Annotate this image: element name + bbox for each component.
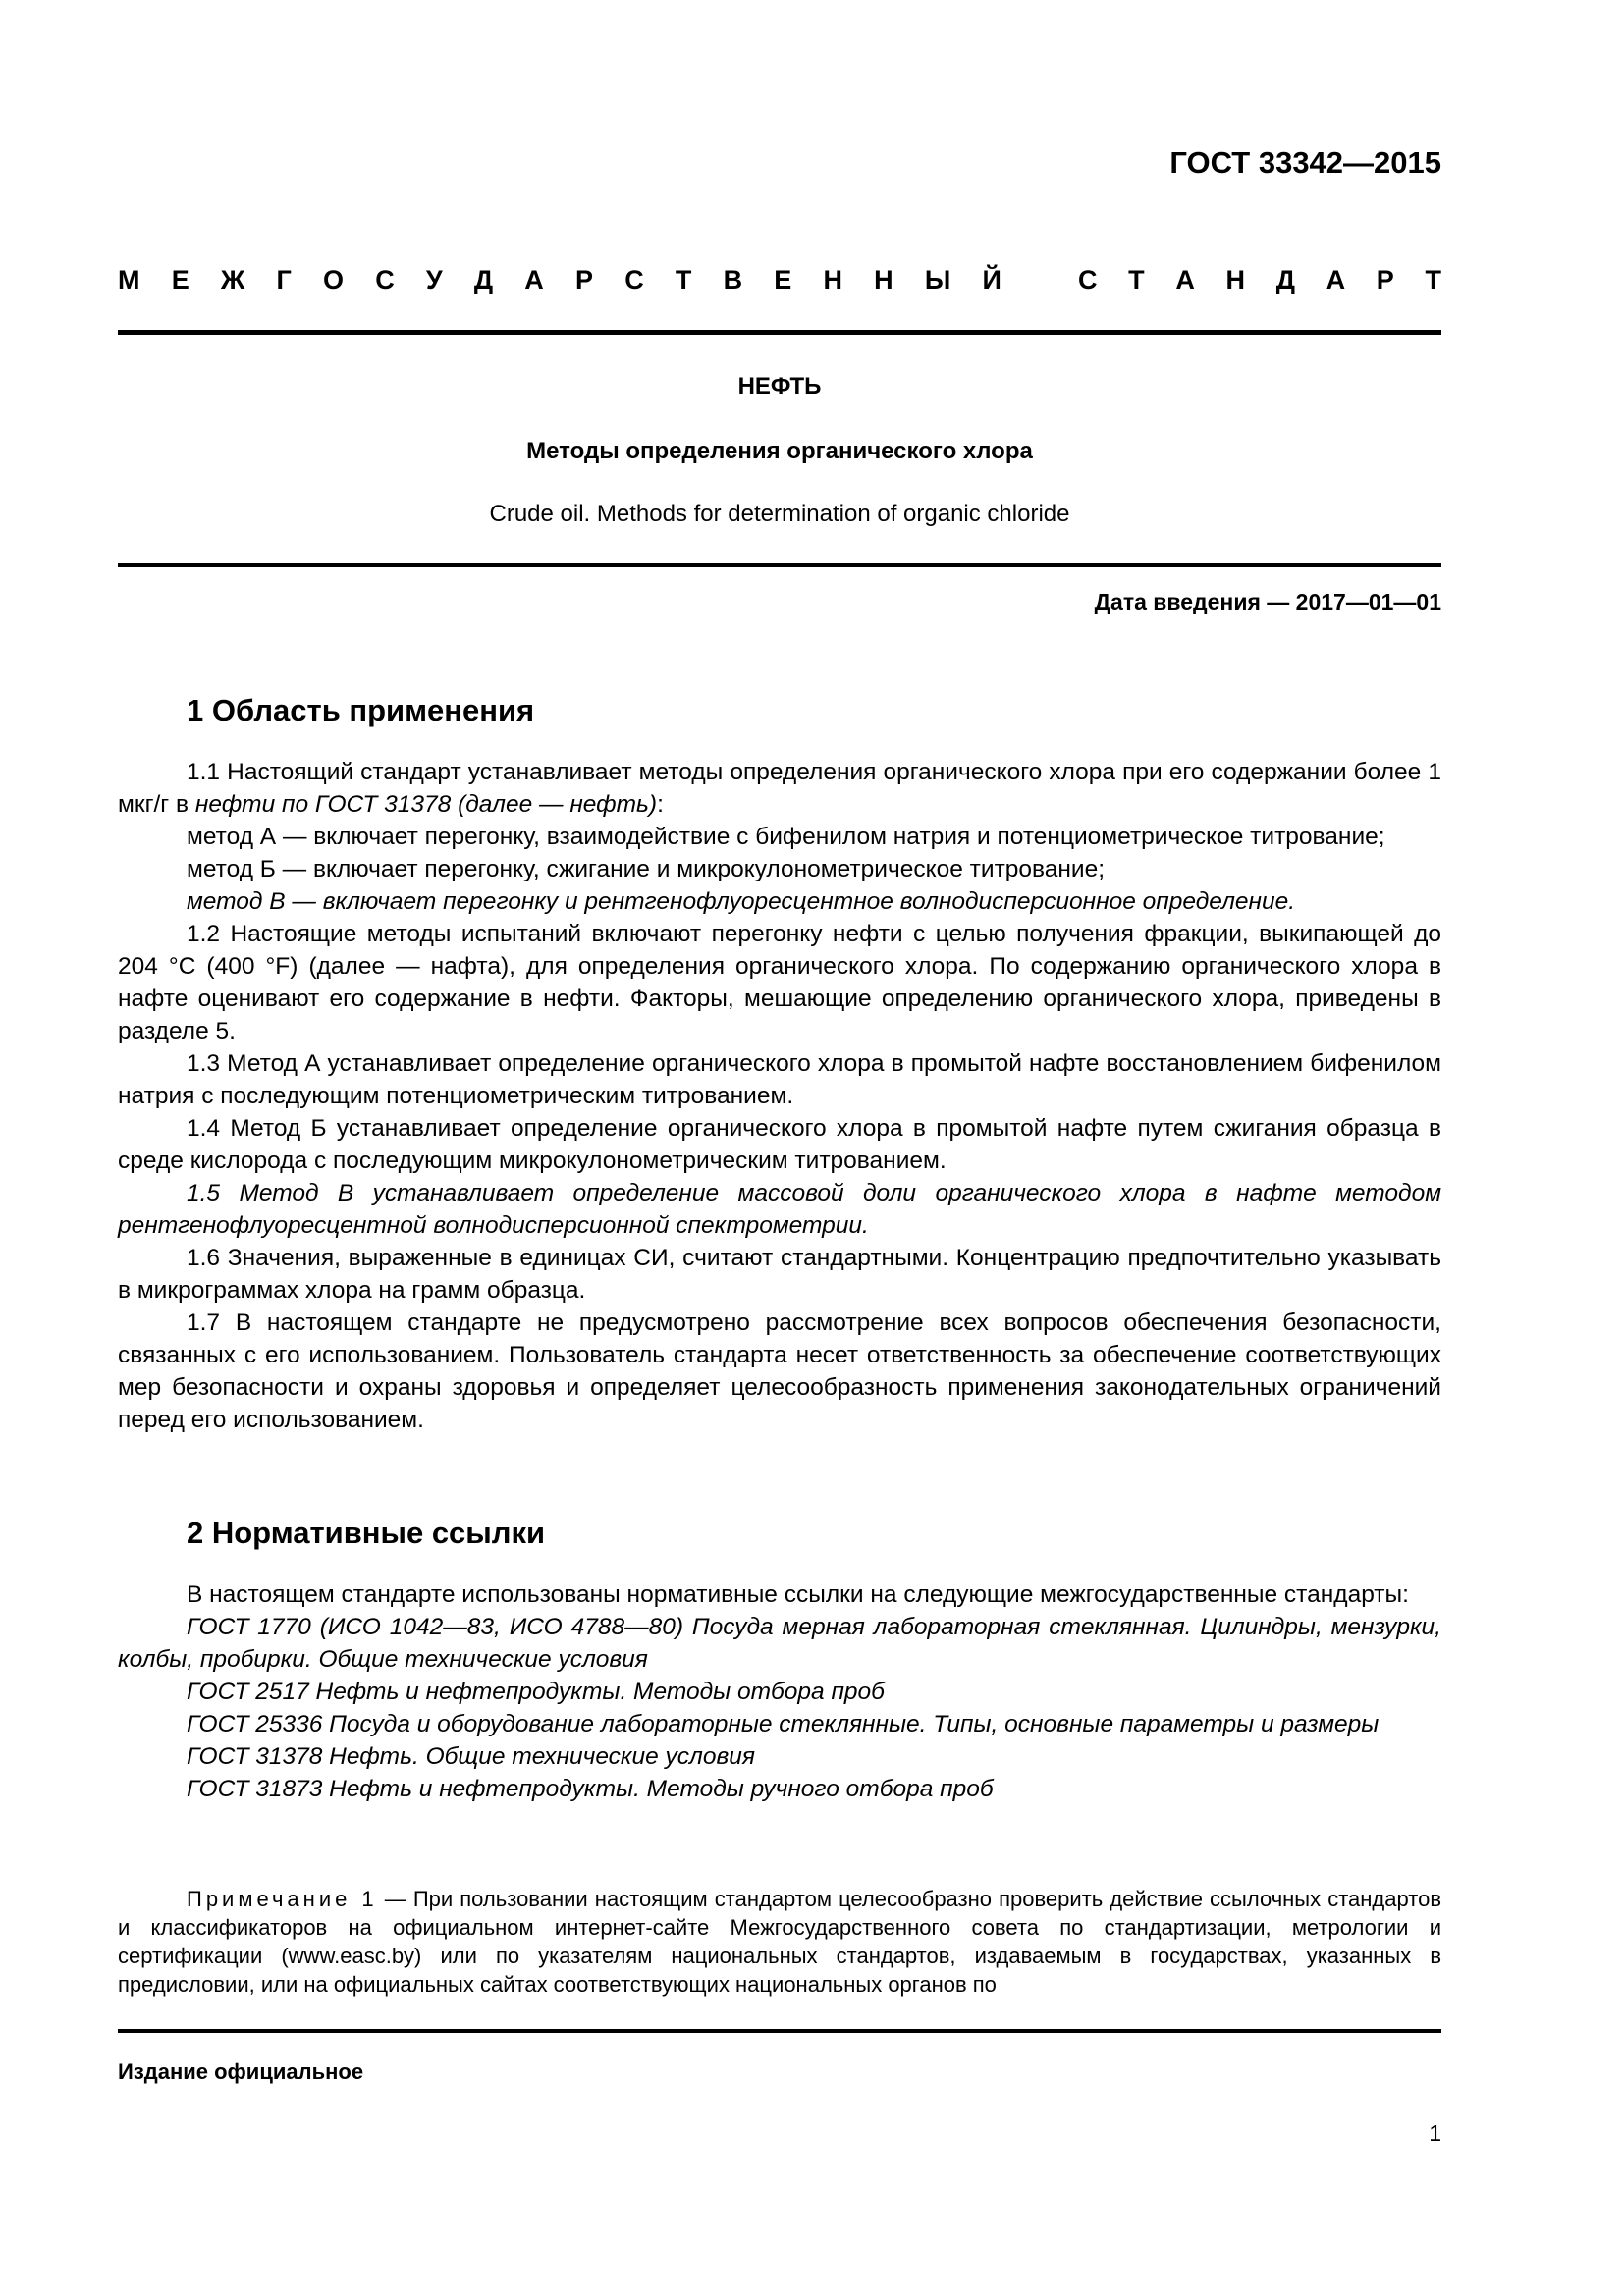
letter: Р	[574, 265, 593, 294]
section-2-body	[118, 1578, 1441, 1805]
paragraph-1-5: 1.5 Метод В устанавливает определение массовой доли органического хлора в нафте методом рентгенофлуоресцентной волнодисперсионной спектрометрии.	[118, 1180, 1441, 1239]
reference-item: ГОСТ 25336 Посуда и оборудование лабораторные стеклянные. Типы, основные параметры и размеры	[187, 1711, 1380, 1737]
standard-number: ГОСТ 33342—2015	[1169, 145, 1441, 180]
letter: С	[624, 265, 644, 294]
note-label: Примечание 1	[187, 1887, 378, 1911]
paragraph-1-3: 1.3 Метод А устанавливает определение органического хлора в промытой нафте восстановлением бифенилом натрия с последующим потенциометрическим титрованием.	[118, 1050, 1441, 1109]
section-1-heading: 1 Область применения	[187, 693, 535, 727]
letter: Н	[1225, 265, 1246, 294]
letter: У	[425, 265, 443, 294]
document-title: НЕФТЬ	[737, 373, 822, 400]
letter: В	[723, 265, 743, 294]
letter: Г	[276, 265, 292, 294]
reference-item: ГОСТ 31378 Нефть. Общие технические условия	[187, 1743, 755, 1770]
note-text: — При пользовании настоящим стандартом целесообразно проверить действие ссылочных стандартов и классификаторов на официальном интернет-сайте Межгосударственного совета по стандартизации, метрологии и сертификации (www.easc.by) или по указателям национальных стандартов, издаваемым в государствах, указанных в предисловии, или на официальных сайтах соответствующих национальных органов по	[118, 1887, 1442, 1997]
letter: Ж	[220, 265, 245, 294]
paragraph-1-2: 1.2 Настоящие методы испытаний включают перегонку нефти с целью получения фракции, выкипающей до 204 °C (400 °F) (далее — нафта), для определения органического хлора. По содержанию органического хлора в нафте оценивают его содержание в нефти. Факторы, мешающие определению органического хлора, приведены в разделе 5.	[118, 921, 1441, 1044]
section-2-heading: 2 Нормативные ссылки	[187, 1516, 546, 1550]
method-c: метод В — включает перегонку и рентгенофлуоресцентное волнодисперсионное определение.	[187, 888, 1296, 915]
letter: С	[1078, 265, 1098, 294]
method-a: метод А — включает перегонку, взаимодействие с бифенилом натрия и потенциометрическое титрование;	[187, 824, 1385, 850]
english-title: Crude oil. Methods for determination of organic chloride	[489, 501, 1070, 527]
footer-divider	[118, 2029, 1441, 2033]
letter: Р	[1376, 265, 1394, 294]
letter: А	[1326, 265, 1346, 294]
letter: Е	[774, 265, 792, 294]
standard-type-heading	[118, 265, 1441, 295]
letter: Т	[1425, 265, 1441, 294]
letter: Т	[1128, 265, 1145, 294]
reference-item: ГОСТ 31873 Нефть и нефтепродукты. Методы ручного отбора проб	[187, 1776, 994, 1802]
edition-label: Издание официальное	[118, 2059, 364, 2084]
letter: А	[1175, 265, 1195, 294]
letter: Н	[823, 265, 842, 294]
letter: Е	[171, 265, 189, 294]
title-divider	[118, 563, 1441, 567]
letter: Д	[473, 265, 494, 294]
letter: М	[118, 265, 140, 294]
paragraph-1-6: 1.6 Значения, выраженные в единицах СИ, считают стандартными. Концентрацию предпочтительно указывать в микрограммах хлора на грамм образца.	[118, 1245, 1441, 1304]
paragraph-1-7: 1.7 В настоящем стандарте не предусмотрено рассмотрение всех вопросов обеспечения безопасности, связанных с его использованием. Пользователь стандарта несет ответственность за обеспечение соответствующих мер безопасности и охраны здоровья и определяет целесообразность применения законодательных ограничений перед его использованием.	[118, 1309, 1441, 1433]
page-number: 1	[1429, 2120, 1441, 2146]
note-1	[118, 1885, 1441, 1999]
letter: О	[322, 265, 344, 294]
standard-type-word2	[1078, 265, 1441, 295]
standard-type-word1	[118, 265, 1001, 295]
letter: С	[375, 265, 395, 294]
letter: Д	[1275, 265, 1295, 294]
intro-date: Дата введения — 2017—01—01	[1094, 589, 1441, 614]
section-1-body	[118, 756, 1441, 1436]
reference-item: ГОСТ 2517 Нефть и нефтепродукты. Методы отбора проб	[187, 1679, 885, 1705]
letter: Й	[982, 265, 1001, 294]
letter: А	[524, 265, 544, 294]
paragraph-1-1: 1.1 Настоящий стандарт устанавливает методы определения органического хлора при его содержании более 1 мкг/г в нефти по ГОСТ 31378 (далее — нефть):	[118, 759, 1441, 818]
letter: Н	[874, 265, 893, 294]
letter: Т	[675, 265, 692, 294]
letter: Ы	[924, 265, 951, 294]
method-b: метод Б — включает перегонку, сжигание и микрокулонометрическое титрование;	[187, 856, 1106, 882]
references-intro: В настоящем стандарте использованы нормативные ссылки на следующие межгосударственные стандарты:	[187, 1581, 1409, 1608]
reference-item: ГОСТ 1770 (ИСО 1042—83, ИСО 4788—80) Посуда мерная лабораторная стеклянная. Цилиндры, мензурки, колбы, пробирки. Общие технические условия	[118, 1614, 1441, 1673]
paragraph-1-4: 1.4 Метод Б устанавливает определение органического хлора в промытой нафте путем сжигания образца в среде кислорода с последующим микрокулонометрическим титрованием.	[118, 1115, 1441, 1174]
header-divider	[118, 330, 1441, 335]
document-subtitle: Методы определения органического хлора	[526, 438, 1033, 464]
